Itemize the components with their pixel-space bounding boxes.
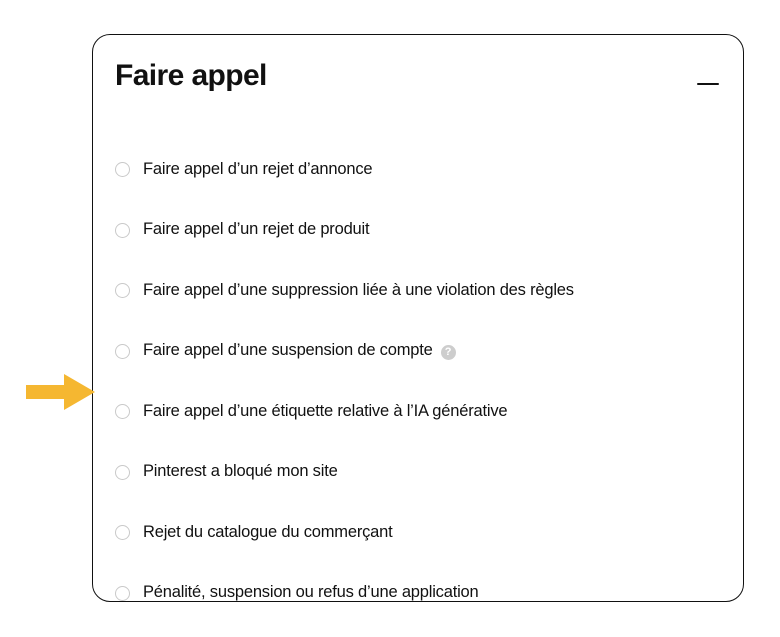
radio-button[interactable] — [115, 465, 130, 480]
radio-button[interactable] — [115, 162, 130, 177]
option-appeal-gen-ai-label[interactable] — [115, 395, 721, 428]
option-appeal-policy-removal[interactable] — [115, 274, 721, 307]
minus-icon-bar — [697, 83, 719, 86]
option-label: Pénalité, suspension ou refus d’une application — [143, 583, 479, 602]
option-appeal-account-suspension[interactable] — [115, 335, 721, 368]
option-label: Faire appel d’un rejet d’annonce — [143, 159, 373, 178]
option-label: Faire appel d’un rejet de produit — [143, 220, 370, 239]
appeal-card — [92, 34, 744, 602]
option-merchant-catalog-rejection[interactable] — [115, 516, 721, 549]
option-label: Faire appel d’une suspension de compte — [143, 341, 433, 360]
radio-button[interactable] — [115, 223, 130, 238]
option-pinterest-blocked-site[interactable] — [115, 456, 721, 489]
page-title: Faire appel — [115, 59, 267, 92]
help-icon[interactable]: ? — [441, 345, 456, 360]
radio-button[interactable] — [115, 404, 130, 419]
appeal-options-list — [93, 153, 743, 637]
option-label: Rejet du catalogue du commerçant — [143, 522, 393, 541]
option-label: Pinterest a bloqué mon site — [143, 462, 338, 481]
option-appeal-product-rejection[interactable] — [115, 214, 721, 247]
radio-button[interactable] — [115, 525, 130, 540]
option-label: Faire appel d’une étiquette relative à l’IA générative — [143, 401, 508, 420]
minus-icon[interactable] — [691, 69, 725, 99]
option-label: Faire appel d’une suppression liée à une violation des règles — [143, 280, 574, 299]
option-appeal-ad-rejection[interactable] — [115, 153, 721, 186]
radio-button[interactable] — [115, 283, 130, 298]
radio-button[interactable] — [115, 586, 130, 601]
card-header — [93, 35, 743, 121]
radio-button[interactable] — [115, 344, 130, 359]
option-app-penalty-suspension[interactable] — [115, 577, 721, 610]
arrow-cursor-annotation — [24, 372, 98, 412]
